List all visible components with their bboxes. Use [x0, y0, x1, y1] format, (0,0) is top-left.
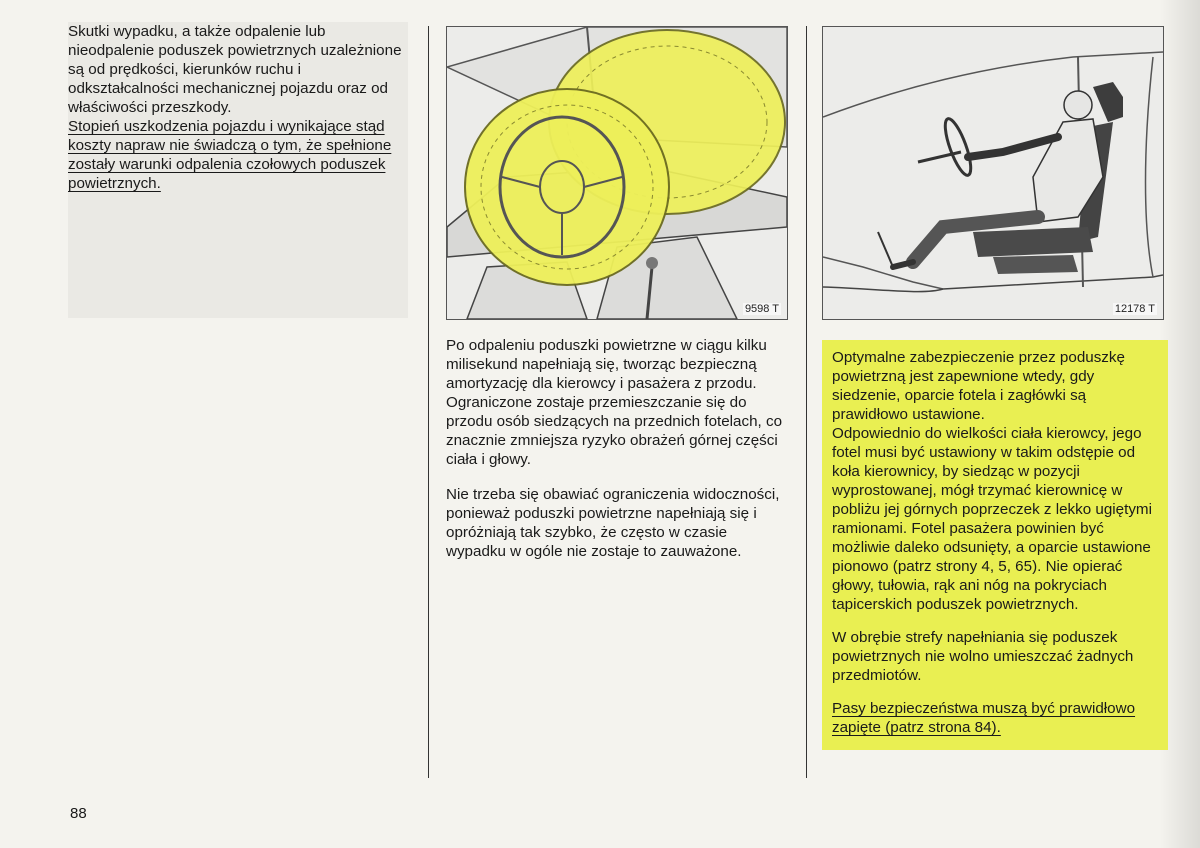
left-underlined-note: Stopień uszkodzenia pojazdu i wynikające stąd koszty napraw nie świadczą o tym, że spełnione zostały warunki odpalenia czołowych poduszek powietrznych.	[68, 118, 392, 192]
column-divider-right	[806, 26, 807, 778]
callout-paragraph-1: Optymalne zabezpieczenie przez poduszkę powietrzną jest zapewnione wtedy, gdy siedzenie, oparcie fotela i zagłówki są prawidłowo ustawione.	[832, 349, 1125, 423]
airbag-deployment-figure	[446, 26, 788, 320]
page-number: 88	[70, 805, 87, 822]
seating-position-figure	[822, 26, 1164, 320]
driver-seat-illustration	[823, 27, 1163, 319]
callout-underlined-note: Pasy bezpieczeństwa muszą być prawidłowo zapięte (patrz strona 84).	[832, 700, 1136, 736]
middle-column	[446, 336, 790, 561]
airbag-illustration	[447, 27, 787, 319]
safety-callout-box	[822, 340, 1168, 750]
middle-paragraph-2: Nie trzeba się obawiać ograniczenia widoczności, ponieważ poduszki powietrzne napełniają się i opróżniają tak szybko, że często w czasie wypadku w ogóle nie zostaje to zauważone.	[446, 486, 780, 560]
figure-code: 9598 T	[744, 303, 779, 315]
callout-paragraph-2: Odpowiednio do wielkości ciała kierowcy, jego fotel musi być ustawiony w takim odstępie od koła kierownicy, by siedząc w pozycji wyprostowanej, mógł trzymać kierownicę w pobliżu jej górnych poprzeczek z lekko ugiętymi ramionami. Fotel pasażera powinien być możliwie daleko odsunięty, a oparcie ustawione pionowo (patrz strony 4, 5, 65). Nie opierać głowy, tułowia, rąk ani nóg na pokryciach tapicerskich poduszek powietrznych.	[832, 425, 1152, 613]
figure-code: 12178 T	[1114, 303, 1155, 315]
left-paragraph: Skutki wypadku, a także odpalenie lub nieodpalenie poduszek powietrznych uzależnione są od prędkości, kierunków ruchu i odkształcalności mechanicznej pojazdu oraz od właściwości przeszkody.	[68, 23, 402, 116]
middle-paragraph-1: Po odpaleniu poduszki powietrzne w ciągu kilku milisekund napełniają się, tworząc bezpieczną amortyzację dla kierowcy i pasażera z przodu. Ograniczone zostaje przemieszczanie się do przodu osób siedzących na przednich fotelach, co znacznie zmniejsza ryzyko obrażeń górnej części ciała i głowy.	[446, 337, 783, 468]
left-column	[68, 22, 408, 193]
column-divider-left	[428, 26, 429, 778]
callout-paragraph-3: W obrębie strefy napełniania się poduszek powietrznych nie wolno umieszczać żadnych przedmiotów.	[832, 629, 1134, 684]
